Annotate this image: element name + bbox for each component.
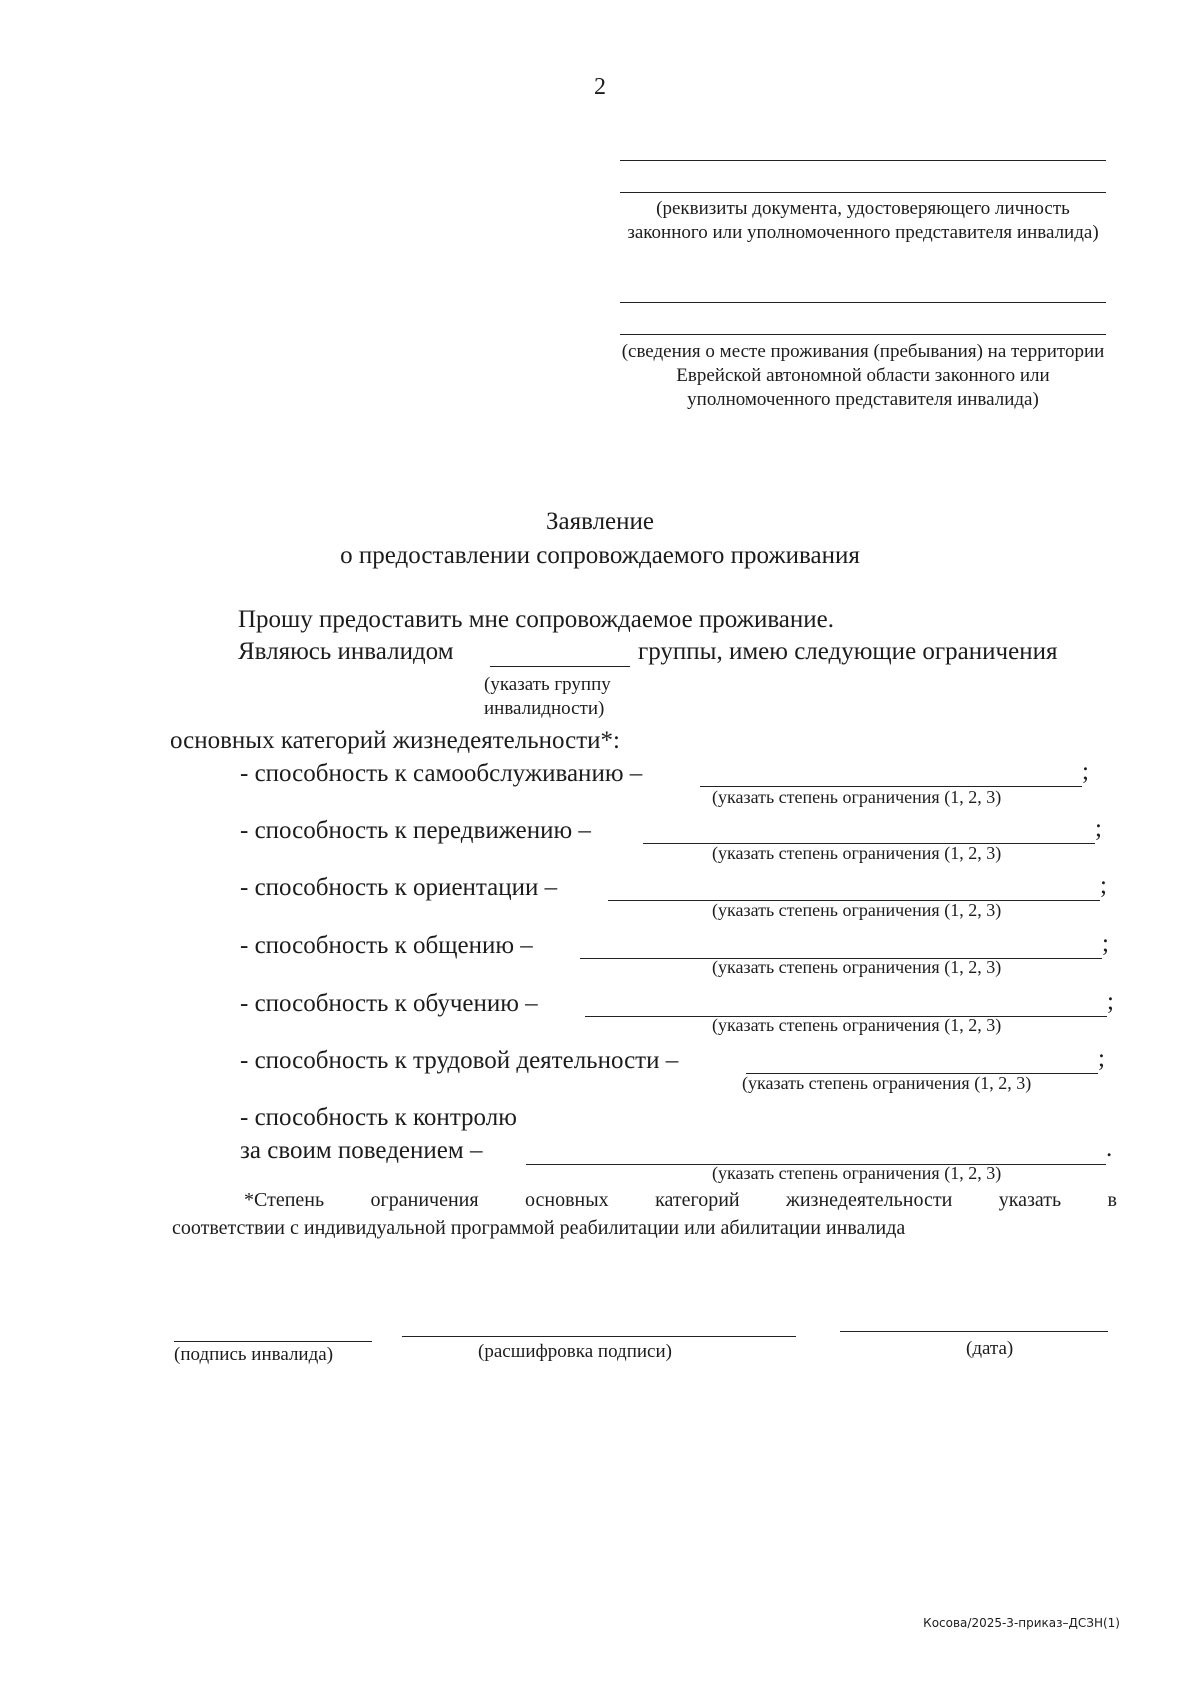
document-title: Заявление xyxy=(545,508,655,535)
disabled-suffix: группы, имею следующие ограничения xyxy=(638,638,1058,665)
page-number: 2 xyxy=(594,74,606,100)
ability-communication-end: ; xyxy=(1102,930,1109,957)
ability-work-hint: (указать степень ограничения (1, 2, 3) xyxy=(742,1073,1032,1093)
id-document-caption: (реквизиты документа, удостоверяющего личность законного или уполномоченного представителя инвалида) xyxy=(627,198,1099,243)
ability-mobility-hint: (указать степень ограничения (1, 2, 3) xyxy=(712,843,1002,863)
ability-control-end: . xyxy=(1106,1135,1113,1162)
residence-line-2 xyxy=(620,334,1106,335)
signature-field[interactable] xyxy=(174,1341,372,1342)
footer-code: Косова/2025-3-приказ–ДСЗН(1) xyxy=(923,1616,1120,1630)
request-text: Прошу предоставить мне сопровождаемое проживание. xyxy=(238,606,834,633)
footnote-line-1: *Степень ограничения основных категорий жизнедеятельности указать в xyxy=(244,1189,1117,1211)
id-document-line-2 xyxy=(620,192,1106,193)
transcript-field[interactable] xyxy=(402,1336,796,1337)
ability-learning-hint: (указать степень ограничения (1, 2, 3) xyxy=(712,1015,1002,1035)
ability-orientation-hint: (указать степень ограничения (1, 2, 3) xyxy=(712,900,1002,920)
ability-self-care-end: ; xyxy=(1082,758,1089,785)
ability-learning-end: ; xyxy=(1107,988,1114,1015)
date-caption: (дата) xyxy=(966,1338,1014,1359)
disabled-prefix: Являюсь инвалидом xyxy=(238,638,454,665)
ability-work-label: - способность к трудовой деятельности – xyxy=(240,1047,679,1074)
residence-caption: (сведения о месте проживания (пребывания) на территории Еврейской автономной области законного или уполномоченного представителя инвалида) xyxy=(621,341,1105,410)
ability-learning-label: - способность к обучению – xyxy=(240,990,538,1017)
ability-self-care-hint: (указать степень ограничения (1, 2, 3) xyxy=(712,787,1002,807)
ability-self-care-label: - способность к самообслуживанию – xyxy=(240,760,643,787)
footnote-line-2: соответствии с индивидуальной программой реабилитации или абилитации инвалида xyxy=(172,1217,906,1239)
ability-mobility-label: - способность к передвижению – xyxy=(240,817,591,844)
footnote xyxy=(172,1186,1117,1242)
residence-line-1 xyxy=(620,302,1106,303)
id-document-line-1 xyxy=(620,160,1106,161)
ability-control-label-line-1: - способность к контролю xyxy=(240,1104,517,1131)
categories-intro: основных категорий жизнедеятельности*: xyxy=(170,727,620,754)
disability-group-field[interactable] xyxy=(490,666,630,667)
ability-mobility-end: ; xyxy=(1095,815,1102,842)
group-hint-line-2: инвалидности) xyxy=(484,698,605,719)
group-hint-line-1: (указать группу xyxy=(484,674,611,695)
ability-control-hint: (указать степень ограничения (1, 2, 3) xyxy=(712,1163,1002,1183)
ability-work-end: ; xyxy=(1098,1045,1105,1072)
signature-caption: (подпись инвалида) xyxy=(174,1344,334,1365)
ability-communication-hint: (указать степень ограничения (1, 2, 3) xyxy=(712,957,1002,977)
ability-orientation-label: - способность к ориентации – xyxy=(240,874,558,901)
ability-communication-label: - способность к общению – xyxy=(240,932,533,959)
transcript-caption: (расшифровка подписи) xyxy=(478,1341,672,1362)
document-subtitle: о предоставлении сопровождаемого проживания xyxy=(340,542,860,569)
date-field[interactable] xyxy=(840,1331,1108,1332)
ability-control-label-line-2: за своим поведением – xyxy=(240,1137,483,1164)
ability-orientation-end: ; xyxy=(1100,872,1107,899)
